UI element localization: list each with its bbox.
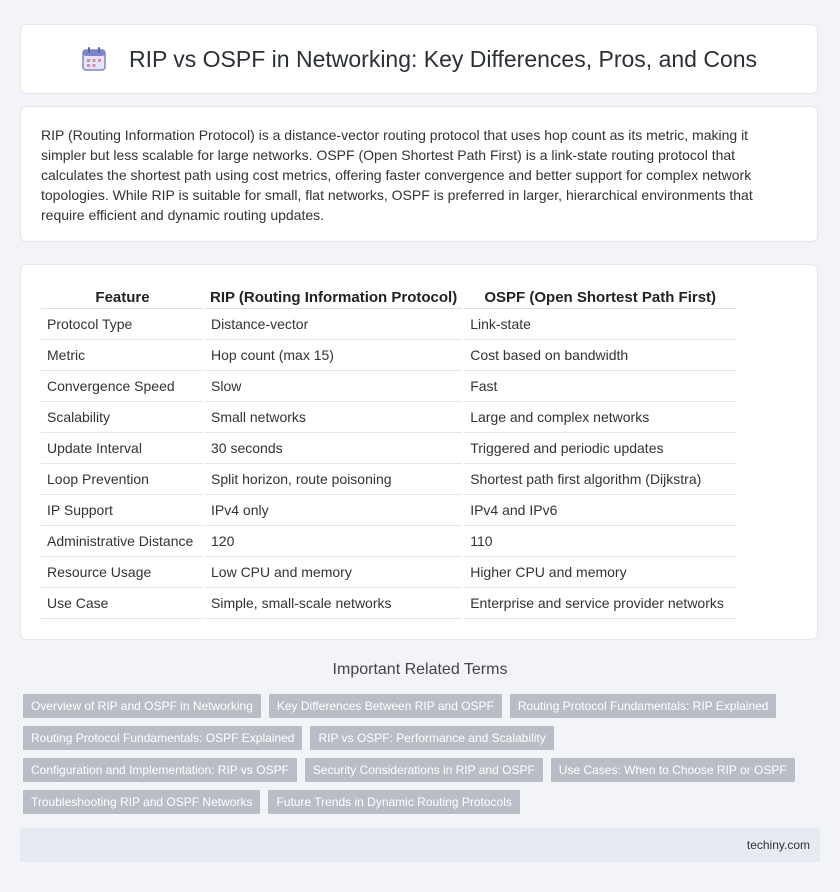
comparison-table-card <box>20 264 818 640</box>
rip-cell: Slow <box>204 371 463 402</box>
column-header: OSPF (Open Shortest Path First) <box>463 283 737 309</box>
rip-cell: 120 <box>204 526 463 557</box>
table-row <box>41 526 737 557</box>
ospf-cell: Fast <box>463 371 737 402</box>
footer <box>20 828 820 862</box>
table-row <box>41 588 737 619</box>
page-title: RIP vs OSPF in Networking: Key Differences, Pros, and Cons <box>128 45 758 72</box>
table-row <box>41 402 737 433</box>
related-term-tag[interactable]: Use Cases: When to Choose RIP or OSPF <box>551 758 795 782</box>
related-term-tag[interactable]: RIP vs OSPF: Performance and Scalability <box>310 726 553 750</box>
feature-cell: Loop Prevention <box>41 464 204 495</box>
ospf-cell: Large and complex networks <box>463 402 737 433</box>
ospf-cell: IPv4 and IPv6 <box>463 495 737 526</box>
feature-cell: Scalability <box>41 402 204 433</box>
table-row <box>41 309 737 340</box>
footer-brand[interactable]: techiny.com <box>746 838 810 852</box>
ospf-cell: Higher CPU and memory <box>463 557 737 588</box>
feature-cell: Convergence Speed <box>41 371 204 402</box>
table-row <box>41 340 737 371</box>
ospf-cell: 110 <box>463 526 737 557</box>
table-row <box>41 371 737 402</box>
column-header: RIP (Routing Information Protocol) <box>204 283 463 309</box>
column-header: Feature <box>41 283 204 309</box>
feature-cell: Administrative Distance <box>41 526 204 557</box>
intro-card <box>20 106 818 242</box>
feature-cell: Metric <box>41 340 204 371</box>
related-term-tag[interactable]: Key Differences Between RIP and OSPF <box>269 694 502 718</box>
related-term-tag[interactable]: Overview of RIP and OSPF in Networking <box>23 694 261 718</box>
rip-cell: 30 seconds <box>204 433 463 464</box>
ospf-cell: Cost based on bandwidth <box>463 340 737 371</box>
table-row <box>41 464 737 495</box>
table-row <box>41 433 737 464</box>
rip-cell: Split horizon, route poisoning <box>204 464 463 495</box>
related-terms-list <box>23 694 823 814</box>
ospf-cell: Link-state <box>463 309 737 340</box>
rip-cell: Small networks <box>204 402 463 433</box>
rip-cell: Distance-vector <box>204 309 463 340</box>
comparison-table <box>41 283 738 619</box>
rip-cell: Hop count (max 15) <box>204 340 463 371</box>
feature-cell: Update Interval <box>41 433 204 464</box>
related-term-tag[interactable]: Configuration and Implementation: RIP vs OSPF <box>23 758 297 782</box>
calendar-icon <box>81 46 107 72</box>
feature-cell: Resource Usage <box>41 557 204 588</box>
ospf-cell: Triggered and periodic updates <box>463 433 737 464</box>
ospf-cell: Enterprise and service provider networks <box>463 588 737 619</box>
related-term-tag[interactable]: Routing Protocol Fundamentals: OSPF Explained <box>23 726 302 750</box>
related-terms-title: Important Related Terms <box>332 661 508 678</box>
table-row <box>41 557 737 588</box>
feature-cell: Use Case <box>41 588 204 619</box>
table-header-row <box>41 283 737 309</box>
intro-text: RIP (Routing Information Protocol) is a distance-vector routing protocol that uses hop count as its metric, making it simpler but less scalable for large networks. OSPF (Open Shortest Path First) is a link-state routing protocol that calculates the shortest path using cost metrics, offering faster convergence and better support for complex network topologies. While RIP is suitable for small, flat networks, OSPF is preferred in larger, hierarchical environments that require efficient and dynamic routing updates. <box>41 127 753 223</box>
feature-cell: IP Support <box>41 495 204 526</box>
related-term-tag[interactable]: Future Trends in Dynamic Routing Protocols <box>268 790 519 814</box>
rip-cell: Low CPU and memory <box>204 557 463 588</box>
rip-cell: Simple, small-scale networks <box>204 588 463 619</box>
related-term-tag[interactable]: Routing Protocol Fundamentals: RIP Explained <box>510 694 777 718</box>
related-term-tag[interactable]: Security Considerations in RIP and OSPF <box>305 758 543 782</box>
rip-cell: IPv4 only <box>204 495 463 526</box>
header-card <box>20 24 818 94</box>
table-row <box>41 495 737 526</box>
related-term-tag[interactable]: Troubleshooting RIP and OSPF Networks <box>23 790 260 814</box>
ospf-cell: Shortest path first algorithm (Dijkstra) <box>463 464 737 495</box>
feature-cell: Protocol Type <box>41 309 204 340</box>
